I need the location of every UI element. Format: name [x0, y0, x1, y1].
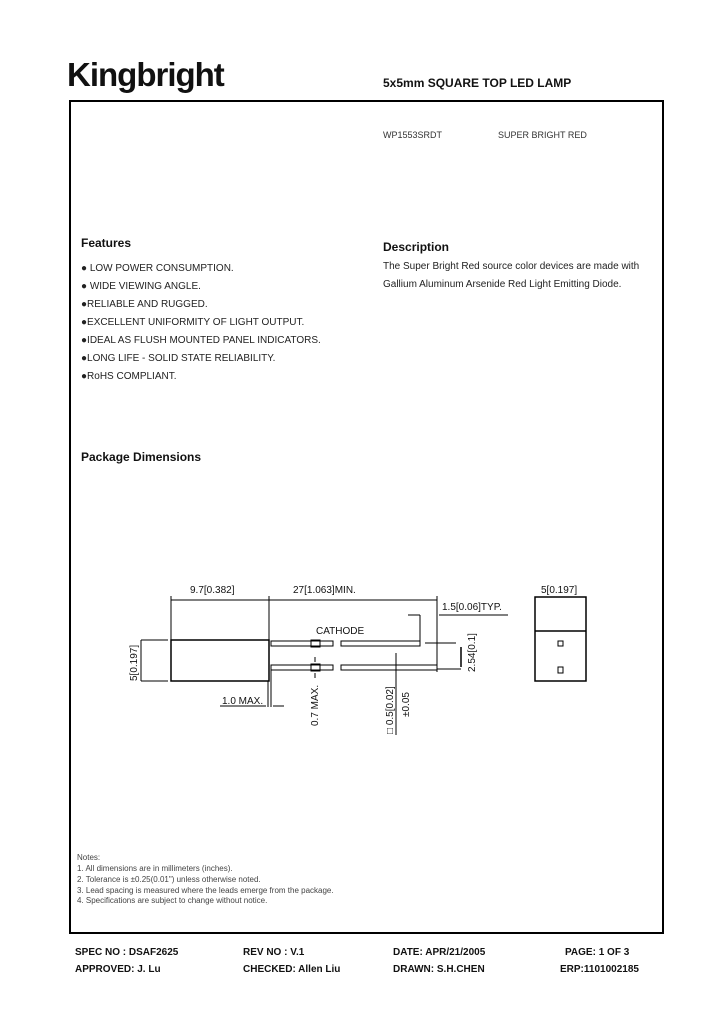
note-item: 1. All dimensions are in millimeters (inches).	[77, 864, 233, 873]
notes-heading: Notes:	[77, 853, 101, 862]
package-dimensions-heading: Package Dimensions	[81, 450, 202, 464]
feature-item: ● LOW POWER CONSUMPTION.	[81, 263, 234, 274]
feature-item: ● WIDE VIEWING ANGLE.	[81, 281, 201, 292]
led-body	[171, 640, 269, 681]
feature-item: ●IDEAL AS FLUSH MOUNTED PANEL INDICATORS.	[81, 335, 321, 346]
rev-no: REV NO : V.1	[243, 947, 305, 958]
approved-by: APPROVED: J. Lu	[75, 964, 161, 975]
color-label: SUPER BRIGHT RED	[498, 130, 587, 140]
description-line: Gallium Aluminum Arsenide Red Light Emitting Diode.	[383, 279, 622, 290]
date: DATE: APR/21/2005	[393, 947, 486, 958]
feature-item: ●RoHS COMPLIANT.	[81, 371, 177, 382]
features-heading: Features	[81, 236, 132, 250]
dim-width-top: 5[0.197]	[541, 585, 578, 596]
note-item: 2. Tolerance is ±0.25(0.01") unless otherwise noted.	[77, 875, 261, 884]
drawn-by: DRAWN: S.H.CHEN	[393, 964, 485, 975]
anode-lead	[271, 665, 333, 670]
spec-no: SPEC NO : DSAF2625	[75, 947, 179, 958]
note-item: 4. Specifications are subject to change without notice.	[77, 896, 268, 905]
dim-lead-offset: 1.5[0.06]TYP.	[442, 602, 502, 613]
feature-item: ●RELIABLE AND RUGGED.	[81, 299, 208, 310]
document-title: 5x5mm SQUARE TOP LED LAMP	[383, 76, 572, 90]
dim-lead-size: □ 0.5[0.02]	[385, 686, 396, 734]
cathode-lead	[271, 641, 333, 646]
page-number: PAGE: 1 OF 3	[565, 947, 630, 958]
checked-by: CHECKED: Allen Liu	[243, 964, 341, 975]
dim-body-length: 9.7[0.382]	[190, 585, 235, 596]
description-line: The Super Bright Red source color devices are made with	[383, 261, 640, 272]
dim-standoff: 1.0 MAX.	[222, 696, 264, 707]
dim-bump: 0.7 MAX.	[310, 684, 321, 726]
dim-spacing: 2.54[0.1]	[467, 633, 478, 672]
dim-height-left: 5[0.197]	[129, 644, 140, 681]
part-number: WP1553SRDT	[383, 130, 443, 140]
erp-number: ERP:1101002185	[560, 964, 639, 975]
dim-lead-tolerance: ±0.05	[401, 692, 412, 717]
kingbright-logo: Kingbright	[67, 56, 224, 93]
cathode-label: CATHODE	[316, 626, 365, 637]
description-heading: Description	[383, 240, 450, 254]
feature-item: ●LONG LIFE - SOLID STATE RELIABILITY.	[81, 353, 276, 364]
note-item: 3. Lead spacing is measured where the leads emerge from the package.	[77, 886, 334, 895]
feature-item: ●EXCELLENT UNIFORMITY OF LIGHT OUTPUT.	[81, 317, 305, 328]
side-view	[535, 597, 586, 681]
dim-lead-length: 27[1.063]MIN.	[293, 585, 356, 596]
